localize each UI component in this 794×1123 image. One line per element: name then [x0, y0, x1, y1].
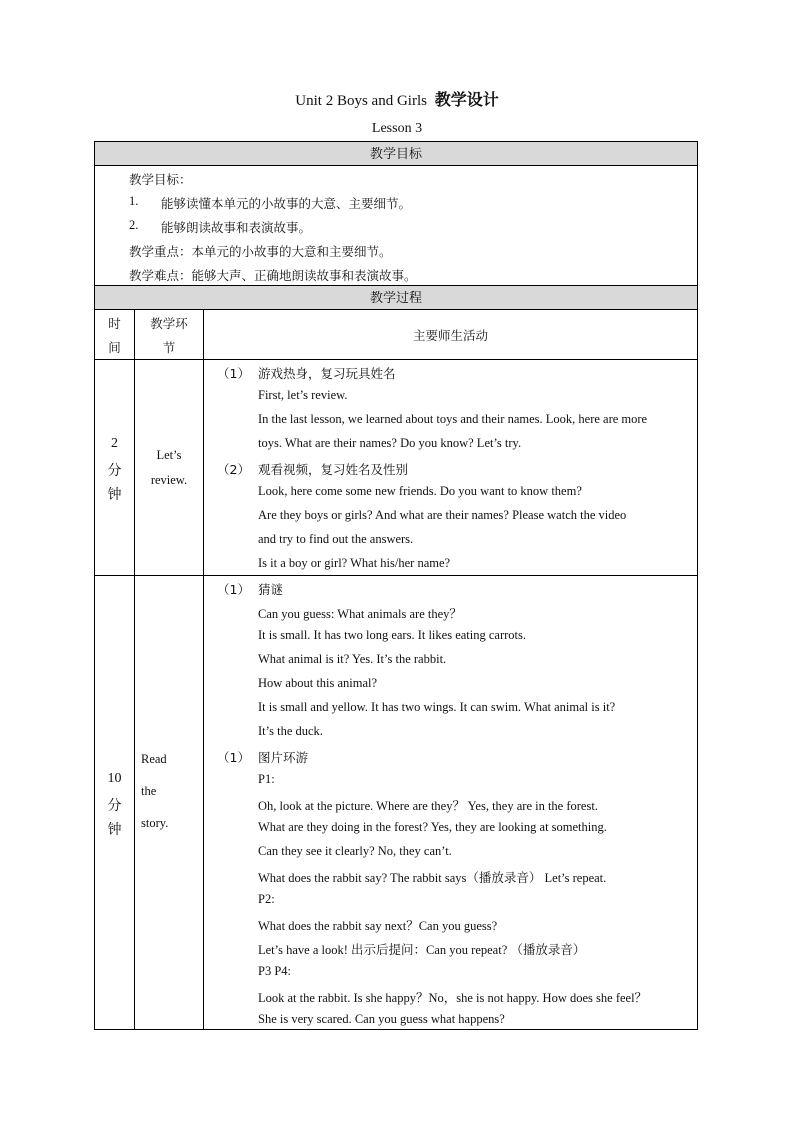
activity-step-number: （1）: [217, 750, 250, 765]
col-time-line: 间: [108, 340, 121, 355]
activity-line: In the last lesson, we learned about toys and their names. Look, here are more: [258, 412, 648, 426]
activity-step-number: （1）: [217, 366, 250, 381]
process-heading: 教学过程: [95, 286, 697, 309]
row2-stage: the: [141, 784, 157, 798]
row1-time: 2: [111, 436, 118, 451]
activity-line: Oh, look at the picture. Where are they？ Yes, they are in the forest.: [258, 799, 598, 813]
objectives-label: 教学目标：: [129, 172, 192, 187]
row1-stage: review.: [150, 473, 188, 487]
objective-text: 能够朗读故事和表演故事。: [161, 220, 312, 235]
row1-time: 分: [107, 463, 122, 479]
row1-time: 钟: [107, 487, 122, 503]
objective-number: 2.: [129, 218, 139, 232]
col-stage-line: 节: [162, 340, 176, 355]
col-stage-line: 教学环: [150, 316, 188, 331]
activity-line: Look, here come some new friends. Do you want to know them?: [258, 484, 582, 498]
activity-line: Look at the rabbit. Is she happy？No，she is not happy. How does she feel？: [258, 991, 648, 1005]
title-chinese: 教学设计: [434, 90, 499, 109]
activity-line: Is it a boy or girl? What his/her name?: [258, 556, 451, 570]
row2-time: 钟: [107, 822, 122, 838]
divider: [94, 309, 698, 310]
activity-step-title: 猜谜: [258, 582, 284, 597]
activity-line: P2:: [258, 892, 275, 906]
activity-line: Can they see it clearly? No, they can’t.: [258, 844, 452, 858]
document-title: [0, 87, 794, 110]
activity-line: and try to find out the answers.: [258, 532, 414, 546]
activity-line: Can you guess: What animals are they？: [258, 607, 462, 621]
activity-line: P3 P4:: [258, 964, 292, 978]
divider: [94, 575, 698, 576]
objectives-heading: 教学目标: [95, 142, 697, 165]
row2-time: 10: [107, 771, 122, 786]
divider: [94, 165, 698, 166]
lesson-label: Lesson 3: [371, 121, 423, 136]
activity-line: What animal is it? Yes. It’s the rabbit.: [258, 652, 447, 666]
activity-line: How about this animal?: [258, 676, 378, 690]
objective-number: 1.: [129, 194, 139, 208]
activity-line: She is very scared. Can you guess what happens?: [258, 1012, 505, 1026]
column-divider: [203, 309, 204, 1030]
activity-line: P1:: [258, 772, 275, 786]
activity-line: What are they doing in the forest? Yes, they are looking at something.: [258, 820, 607, 834]
activity-step-title: 观看视频，复习姓名及性别: [258, 462, 409, 477]
activity-step-title: 图片环游: [258, 750, 309, 765]
col-time-line: 时: [108, 316, 121, 331]
divider: [94, 359, 698, 360]
row2-stage: story.: [141, 816, 169, 830]
activity-line: Are they boys or girls? And what are their names? Please watch the video: [258, 508, 627, 522]
activity-line: First, let’s review.: [258, 388, 348, 402]
row1-stage: Let’s: [156, 448, 182, 462]
col-activity-header: 主要师生活动: [412, 328, 488, 343]
activity-step-number: （1）: [217, 582, 250, 597]
activity-line: It’s the duck.: [258, 724, 323, 738]
title-english: Unit 2 Boys and Girls: [295, 93, 427, 109]
difficulty: 教学难点：能够大声、正确地朗读故事和表演故事。: [129, 268, 417, 283]
activity-line: What does the rabbit say next？Can you guess?: [258, 919, 498, 933]
activity-line: It is small. It has two long ears. It likes eating carrots.: [258, 628, 526, 642]
activity-line: Let’s have a look! 出示后提问：Can you repeat? （播放录音）: [258, 943, 586, 957]
activity-line: toys. What are their names? Do you know? Let’s try.: [258, 436, 522, 450]
row2-stage: Read: [141, 752, 167, 766]
activity-line: It is small and yellow. It has two wings. It can swim. What animal is it?: [258, 700, 616, 714]
column-divider: [134, 309, 135, 1030]
key-point: 教学重点：本单元的小故事的大意和主要细节。: [129, 244, 392, 259]
activity-step-number: （2）: [217, 462, 250, 477]
activity-step-title: 游戏热身，复习玩具姓名: [258, 366, 396, 381]
row2-time: 分: [107, 798, 122, 814]
activity-line: What does the rabbit say? The rabbit says（播放录音） Let’s repeat.: [258, 871, 607, 885]
objective-text: 能够读懂本单元的小故事的大意、主要细节。: [161, 196, 412, 211]
